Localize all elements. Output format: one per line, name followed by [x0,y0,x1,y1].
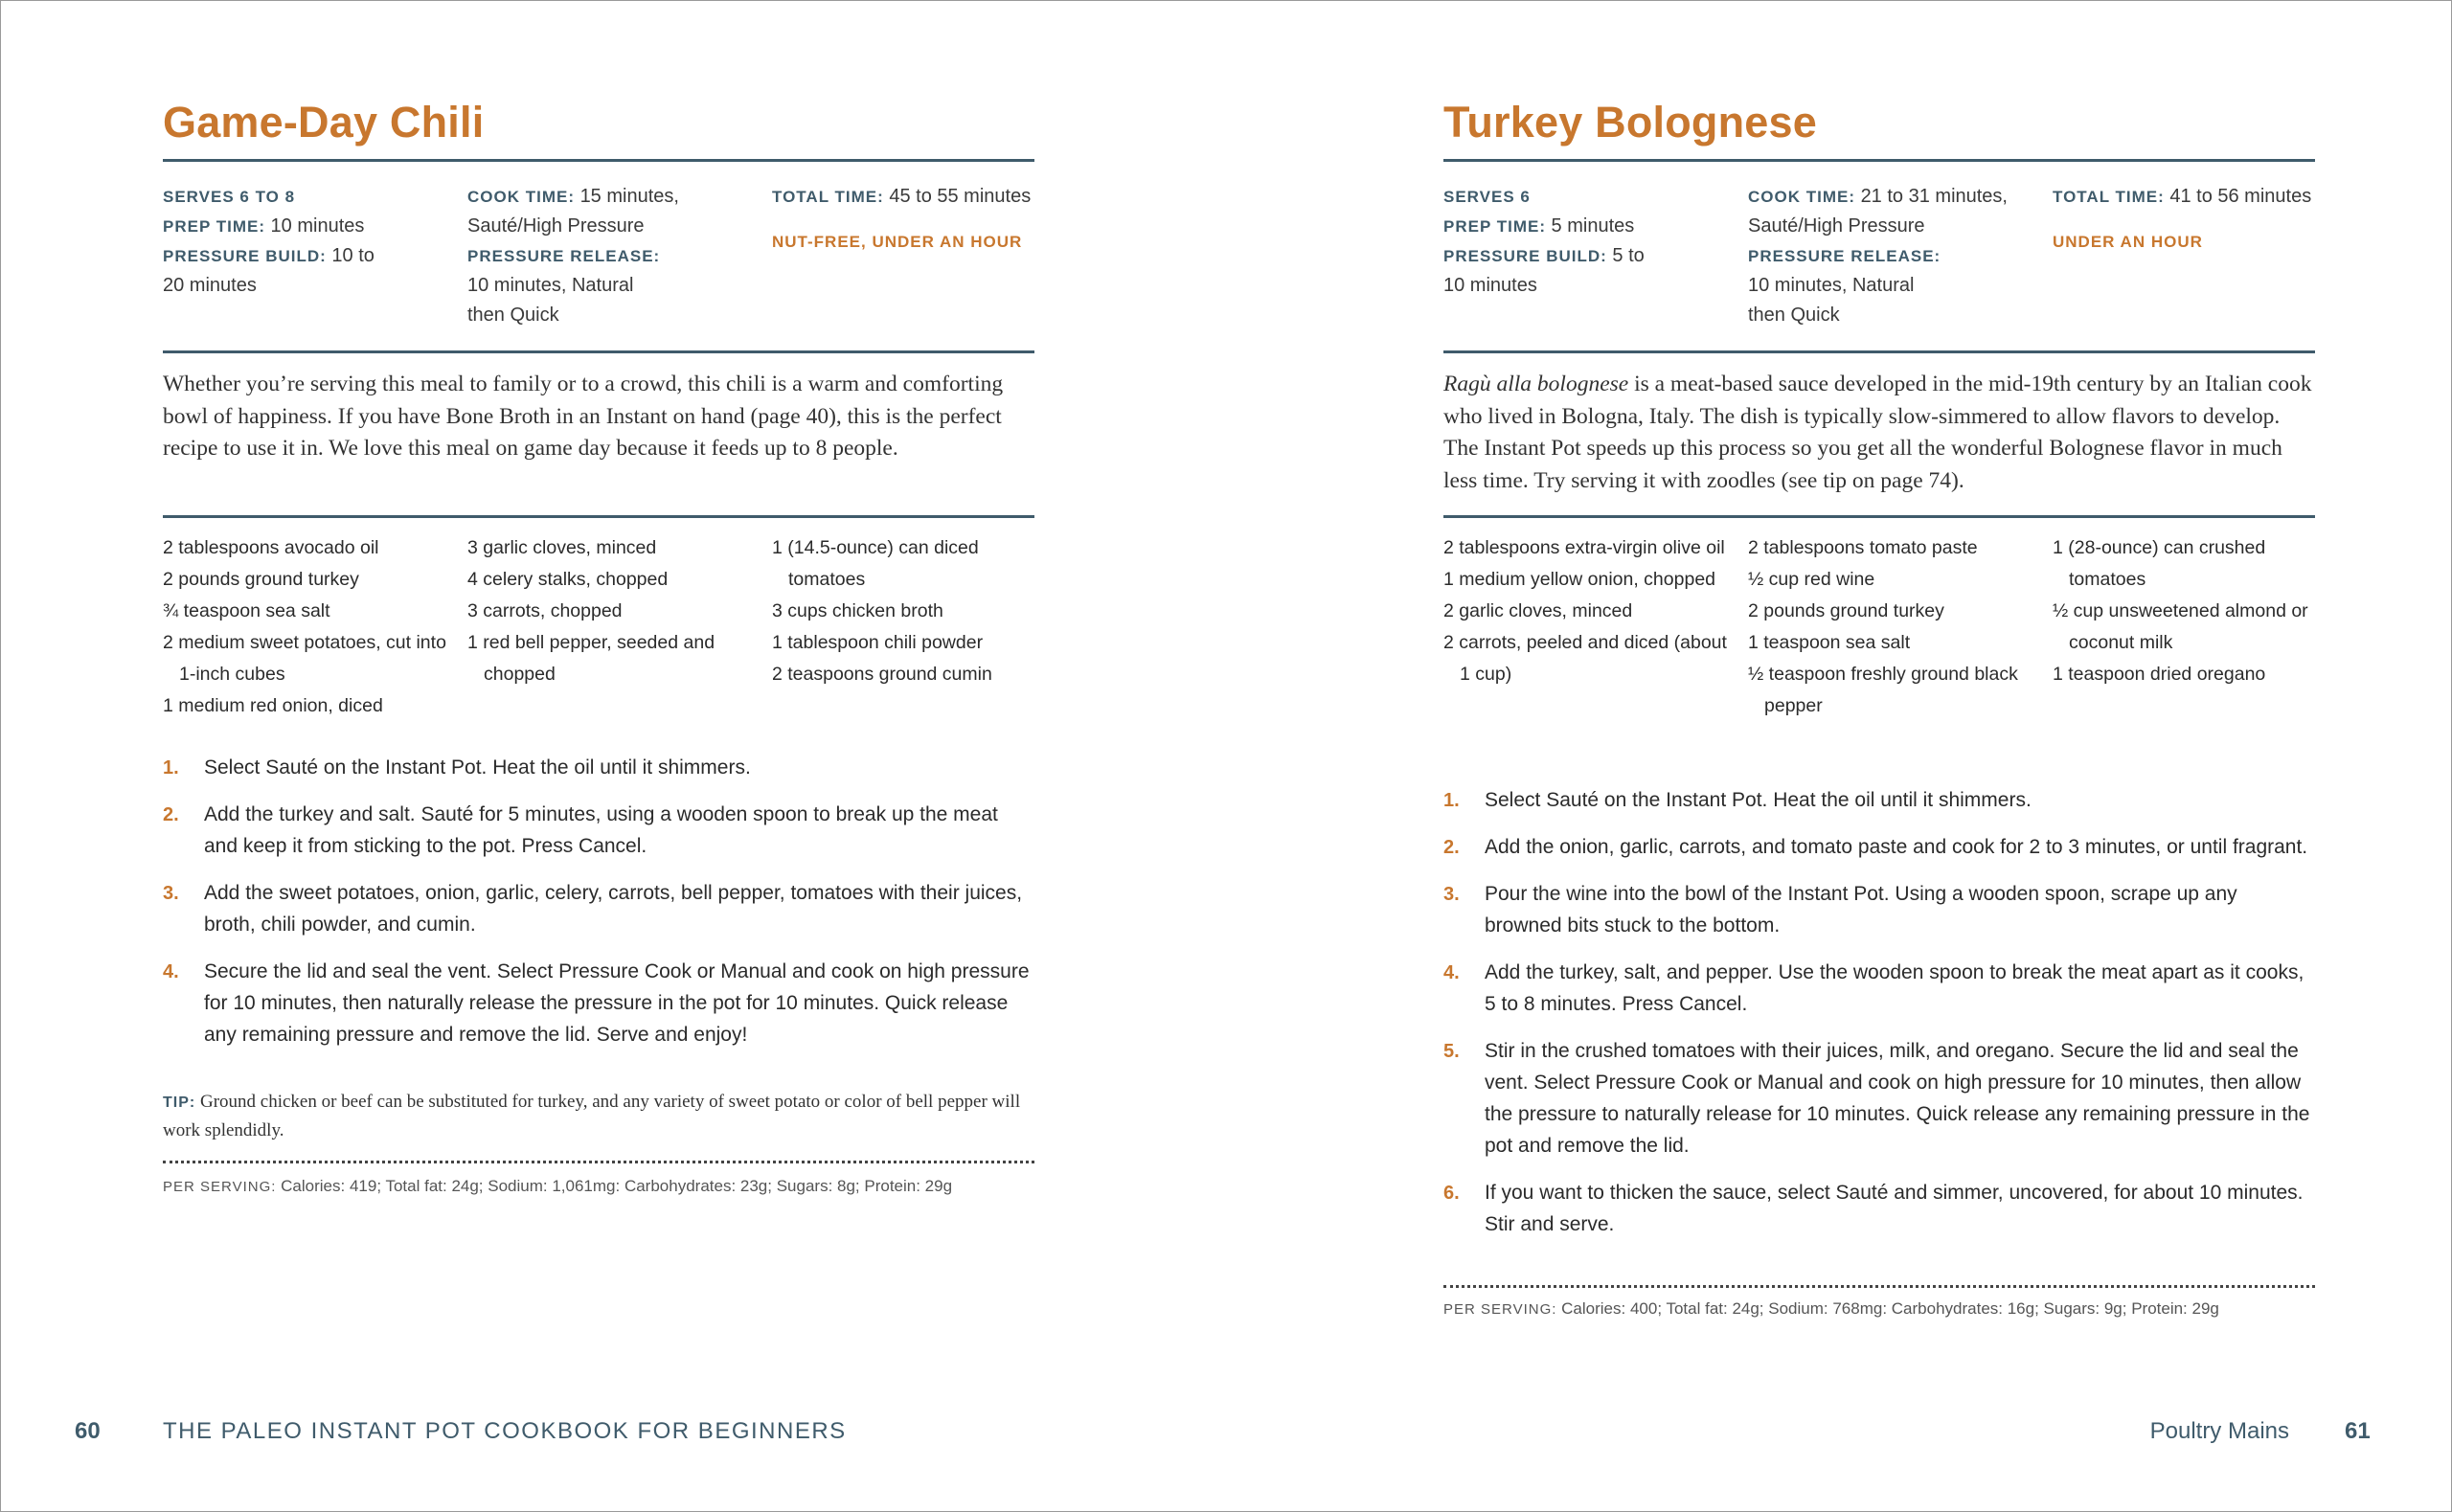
serves-label: SERVES 6 [1443,188,1531,206]
intro-italic: Ragù alla bolognese [1443,372,1629,396]
instruction-step [163,877,1034,940]
ingredient-item: 2 teaspoons ground cumin [772,664,992,685]
meta-column [1443,182,1731,301]
pressure-release-value: 10 minutes, Natural [467,275,634,296]
step-text: Add the turkey, salt, and pepper. Use the wooden spoon to break the meat apart as it cooks, 5 to 8 minutes. Press Cancel. [1485,961,2304,1015]
step-number: 1. [1443,790,1460,811]
ingredient-column [772,532,1059,690]
ingredient-column [1443,532,1731,690]
total-time-label: TOTAL TIME: [772,188,884,206]
right-page-number: 61 [2345,1418,2371,1444]
nutrition-divider [1443,1285,2315,1288]
pressure-release-label: PRESSURE RELEASE: [1748,247,1941,265]
ingredient-item: ½ teaspoon freshly ground black pepper [1748,664,2018,716]
instruction-step [1443,957,2315,1020]
left-page-number: 60 [75,1418,101,1444]
step-number: 2. [163,804,179,825]
ingredient-item: 1 red bell pepper, seeded and chopped [467,632,715,685]
ingredient-item: 1 (14.5-ounce) can diced tomatoes [772,537,979,590]
recipe-tip [163,1088,1034,1144]
pressure-build-value: 5 to [1612,245,1645,266]
book-title: THE PALEO INSTANT POT COOKBOOK FOR BEGINNERS [163,1418,847,1444]
recipe-title: Turkey Bolognese [1443,98,1817,147]
step-number: 6. [1443,1183,1460,1204]
ingredient-item: ½ cup red wine [1748,569,1875,590]
cook-time-label: COOK TIME: [467,188,575,206]
recipe-title: Game-Day Chili [163,98,485,147]
tip-label: TIP: [163,1095,196,1111]
ingredient-item: ½ cup unsweetened almond or coconut milk [2053,600,2308,653]
ingredient-item: 1 teaspoon sea salt [1748,632,1911,653]
tip-text: Ground chicken or beef can be substituted for turkey, and any variety of sweet potato or color of bell pepper will work splendidly. [163,1092,1021,1140]
nutrition-text: Calories: 419; Total fat: 24g; Sodium: 1,061mg: Carbohydrates: 23g; Sugars: 8g; Protein: 29g [281,1177,953,1195]
ingredient-item: 2 tablespoons avocado oil [163,537,379,558]
title-rule [1443,159,2315,162]
step-text: Secure the lid and seal the vent. Select Pressure Cook or Manual and cook on high pressure for 10 minutes, then naturally release the pressure in the pot for 10 minutes. Quick release any remaining pressure and remove the lid. Serve and enjoy! [204,960,1030,1046]
step-text: Pour the wine into the bowl of the Instant Pot. Using a wooden spoon, scrape up any browned bits stuck to the bottom. [1485,883,2237,937]
nutrition-label: PER SERVING: [1443,1301,1557,1318]
intro-text: is a meat-based sauce developed in the mid-19th century by an Italian cook who lived in Bologna, Italy. The dish is typically slow-simmered to allow flavors to develop. The Instant Pot speeds up this process so you get all the wonderful Bolognese flavor in much less time. Try serving it with zoodles (see tip on page 74). [1443,372,2312,493]
ingredient-column [467,532,755,690]
nutrition-text: Calories: 400; Total fat: 24g; Sodium: 768mg: Carbohydrates: 16g; Sugars: 9g; Protein: 29g [1561,1299,2219,1318]
ingredient-item: ¾ teaspoon sea salt [163,600,330,621]
cook-time-value: 21 to 31 minutes, [1860,186,2008,207]
meta-column [1748,182,2035,330]
diet-tags: NUT-FREE, UNDER AN HOUR [772,233,1023,251]
pressure-build-value-cont: 20 minutes [163,275,257,296]
ingredient-item: 4 celery stalks, chopped [467,569,669,590]
total-time-label: TOTAL TIME: [2053,188,2165,206]
ingredient-item: 2 pounds ground turkey [163,569,359,590]
prep-time-label: PREP TIME: [1443,217,1546,236]
cook-time-label: COOK TIME: [1748,188,1855,206]
title-rule [163,159,1034,162]
step-number: 4. [163,961,179,982]
step-number: 5. [1443,1041,1460,1062]
nutrition-info [1443,1299,2315,1319]
instruction-step [1443,878,2315,941]
instruction-step [1443,784,2315,816]
pressure-release-label: PRESSURE RELEASE: [467,247,661,265]
instruction-step [1443,1035,2315,1162]
step-number: 3. [1443,884,1460,905]
ingredient-column [2053,532,2340,690]
meta-column [2053,182,2340,257]
intro-rule [163,515,1034,518]
ingredient-item: 2 tablespoons extra-virgin olive oil [1443,537,1725,558]
meta-column [163,182,450,301]
ingredient-item: 2 garlic cloves, minced [1443,600,1633,621]
ingredient-item: 1 tablespoon chili powder [772,632,984,653]
pressure-release-value: 10 minutes, Natural [1748,275,1915,296]
ingredient-item: 2 pounds ground turkey [1748,600,1944,621]
total-time-value: 45 to 55 minutes [889,186,1032,207]
ingredient-item: 2 tablespoons tomato paste [1748,537,1978,558]
pressure-build-label: PRESSURE BUILD: [1443,247,1607,265]
cook-time-value-cont: Sauté/High Pressure [1748,215,1925,237]
prep-time-value: 5 minutes [1551,215,1635,237]
nutrition-divider [163,1161,1034,1163]
step-text: Stir in the crushed tomatoes with their juices, milk, and oregano. Secure the lid and seal the vent. Select Pressure Cook or Manual and cook on high pressure for 10 minutes, then allow the pressure to naturally release for 10 minutes. Quick release any remaining pressure in the pot and remove the lid. [1485,1040,2310,1157]
ingredient-item: 1 medium red onion, diced [163,695,383,716]
instruction-step [1443,1177,2315,1240]
ingredient-item: 1 teaspoon dried oregano [2053,664,2266,685]
cook-time-value-cont: Sauté/High Pressure [467,215,645,237]
ingredient-column [1748,532,2035,722]
ingredient-column [163,532,450,722]
step-number: 3. [163,883,179,904]
pressure-build-value-cont: 10 minutes [1443,275,1537,296]
prep-time-label: PREP TIME: [163,217,265,236]
ingredient-item: 1 medium yellow onion, chopped [1443,569,1716,590]
step-number: 2. [1443,837,1460,858]
nutrition-label: PER SERVING: [163,1179,277,1195]
prep-time-value: 10 minutes [270,215,365,237]
intro-rule [1443,515,2315,518]
ingredient-item: 1 (28-ounce) can crushed tomatoes [2053,537,2266,590]
meta-column [772,182,1059,257]
meta-rule [1443,350,2315,353]
pressure-release-value-cont: then Quick [467,305,559,326]
instruction-step [163,752,1034,783]
nutrition-info [163,1177,1034,1196]
pressure-build-value: 10 to [331,245,375,266]
ingredient-item: 3 garlic cloves, minced [467,537,657,558]
meta-column [467,182,755,330]
instructions [163,752,1034,1066]
pressure-release-value-cont: then Quick [1748,305,1840,326]
step-text: If you want to thicken the sauce, select Sauté and simmer, uncovered, for about 10 minutes. Stir and serve. [1485,1182,2304,1235]
ingredient-item: 2 medium sweet potatoes, cut into 1-inch cubes [163,632,446,685]
ingredient-item: 3 cups chicken broth [772,600,943,621]
total-time-value: 41 to 56 minutes [2169,186,2312,207]
step-text: Add the turkey and salt. Sauté for 5 minutes, using a wooden spoon to break up the meat and keep it from sticking to the pot. Press Cancel. [204,803,998,857]
instruction-step [163,956,1034,1050]
step-text: Add the sweet potatoes, onion, garlic, celery, carrots, bell pepper, tomatoes with their juices, broth, chili powder, and cumin. [204,882,1023,936]
meta-rule [163,350,1034,353]
step-number: 1. [163,757,179,779]
cook-time-value: 15 minutes, [579,186,679,207]
step-text: Add the onion, garlic, carrots, and tomato paste and cook for 2 to 3 minutes, or until fragrant. [1485,836,2308,858]
ingredient-item: 2 carrots, peeled and diced (about 1 cup) [1443,632,1727,685]
step-number: 4. [1443,962,1460,983]
step-text: Select Sauté on the Instant Pot. Heat the oil until it shimmers. [1485,789,2032,811]
diet-tags: UNDER AN HOUR [2053,233,2203,251]
ingredient-item: 3 carrots, chopped [467,600,623,621]
pressure-build-label: PRESSURE BUILD: [163,247,327,265]
instruction-step [1443,831,2315,863]
section-name: Poultry Mains [2149,1418,2289,1444]
serves-label: SERVES 6 TO 8 [163,188,296,206]
instruction-step [163,799,1034,862]
instructions [1443,784,2315,1255]
recipe-intro [1443,369,2315,497]
recipe-intro: Whether you’re serving this meal to family or to a crowd, this chili is a warm and comforting bowl of happiness. If you have Bone Broth in an Instant on hand (page 40), this is the perfect recipe to use it in. We love this meal on game day because it feeds up to 8 people. [163,372,1004,461]
step-text: Select Sauté on the Instant Pot. Heat the oil until it shimmers. [204,756,751,779]
